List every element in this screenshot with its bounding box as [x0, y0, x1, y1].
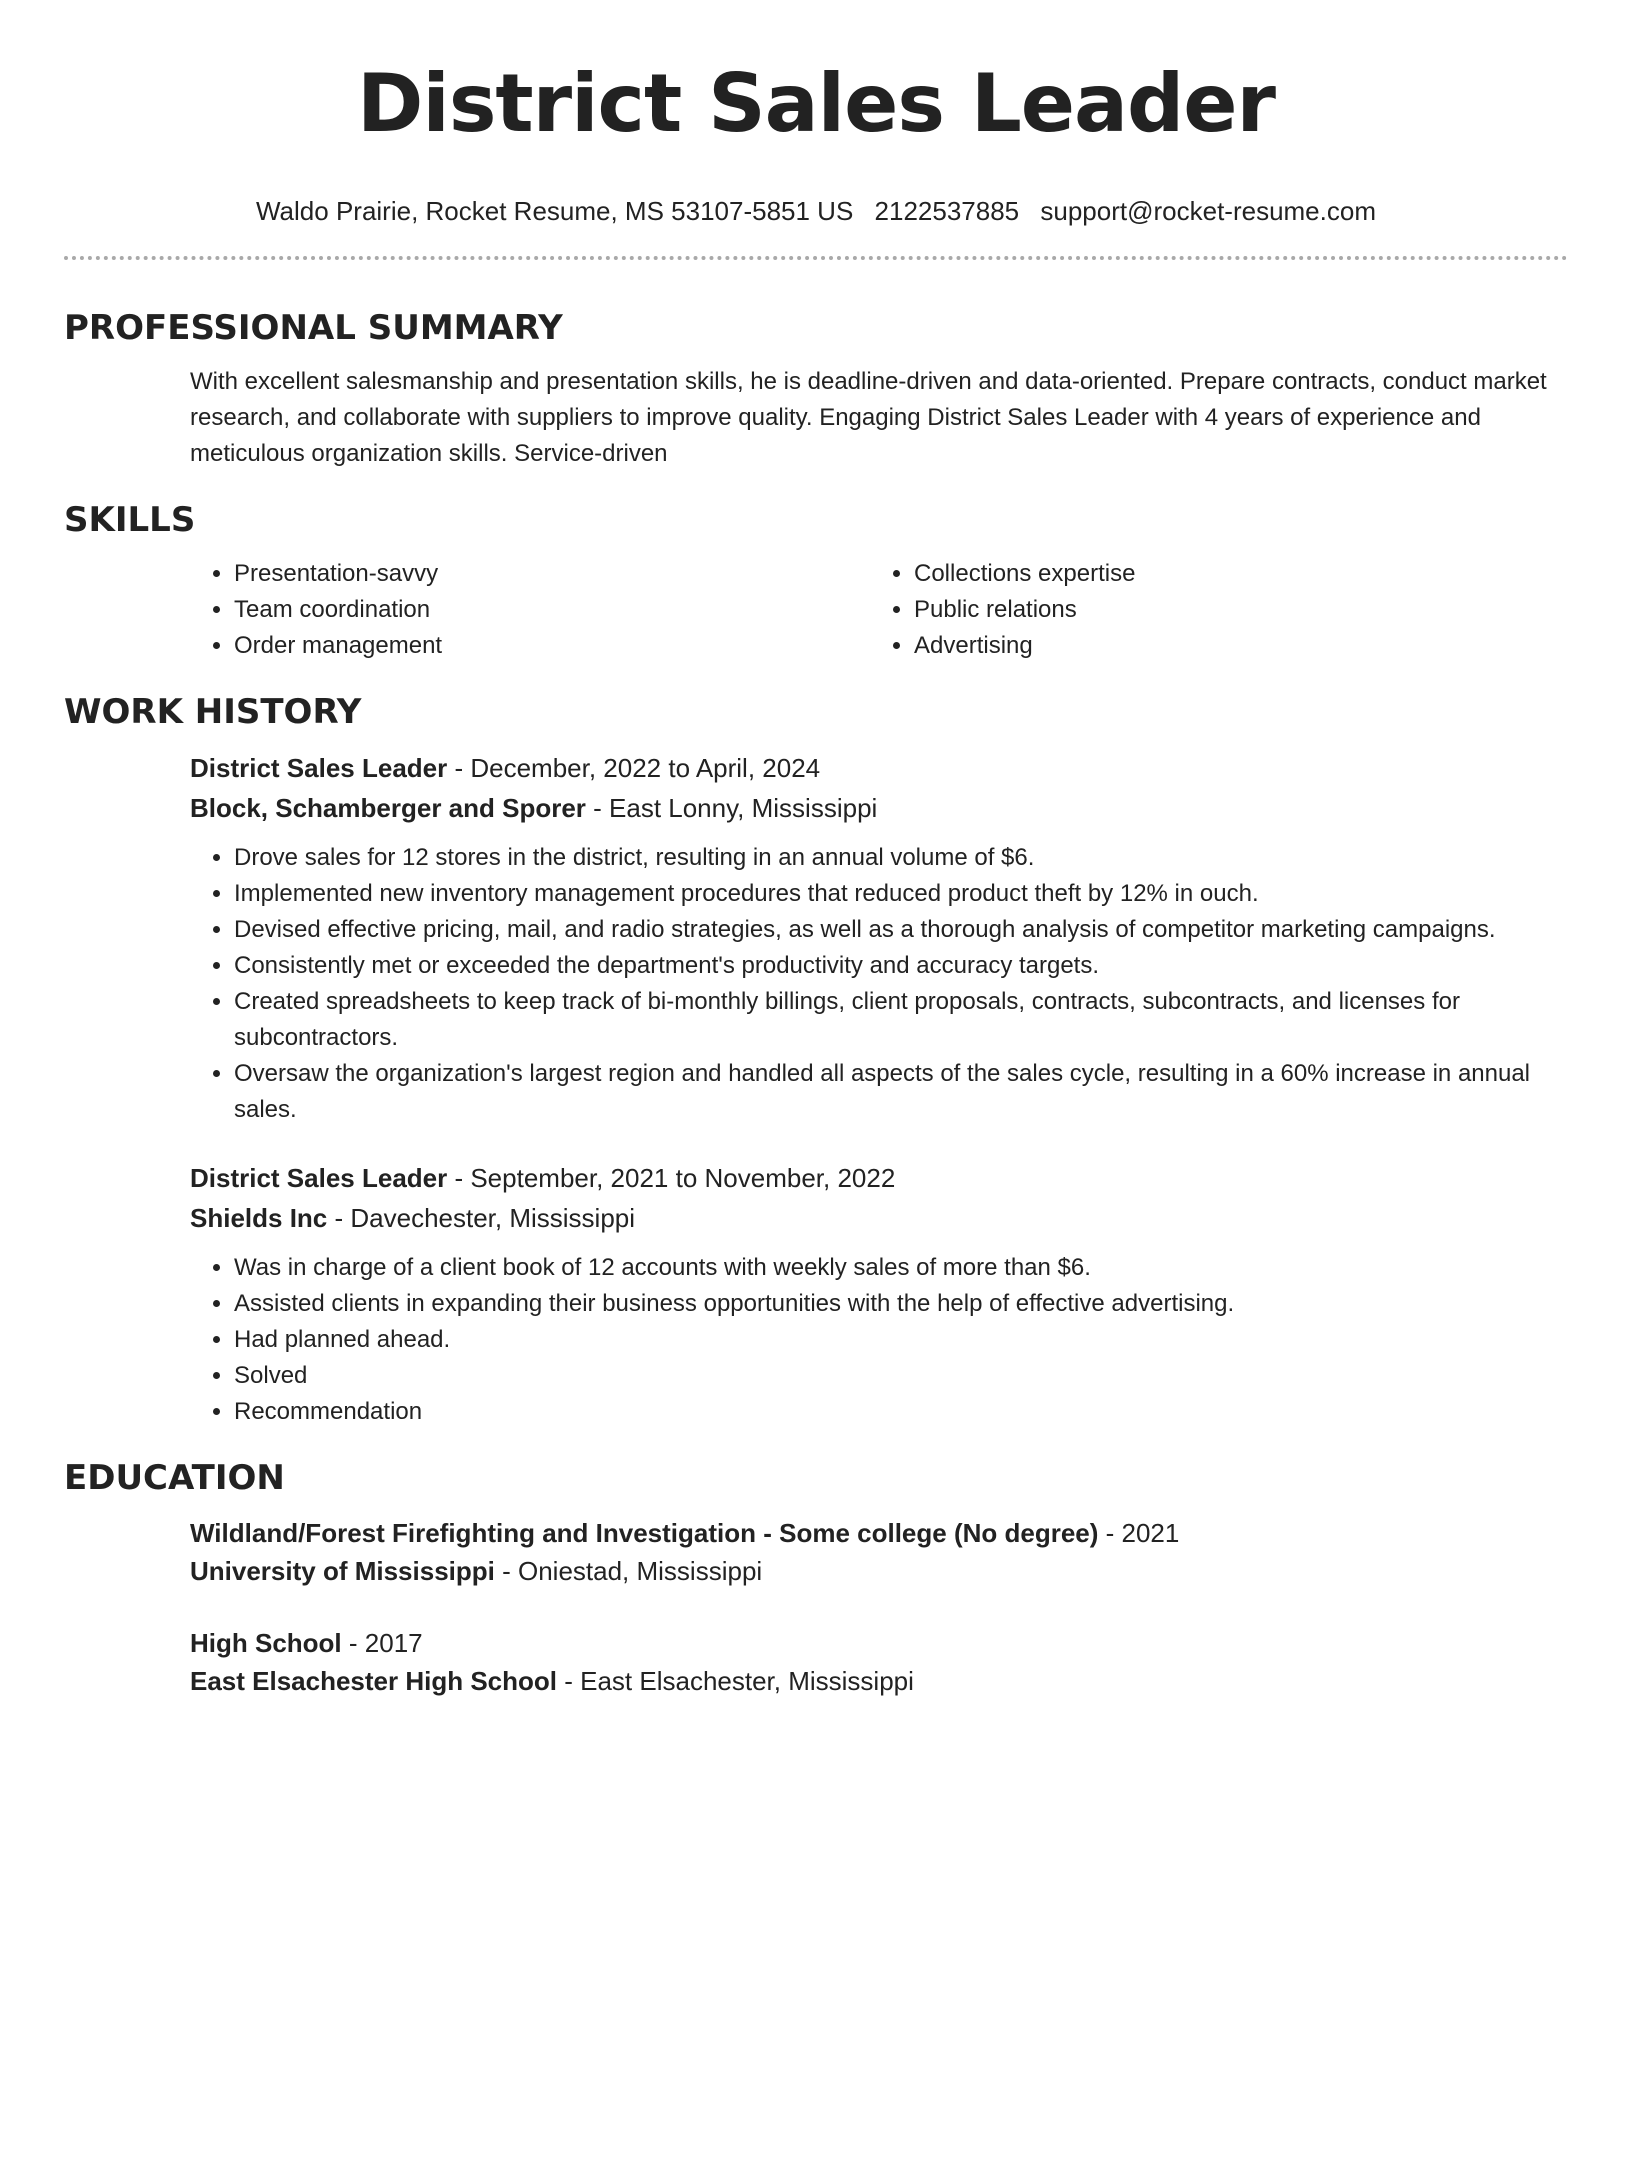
resume-name: District Sales Leader: [356, 57, 1276, 150]
contact-phone: 2122537885: [874, 196, 1020, 226]
education-entry: [64, 1514, 1568, 1590]
education-school: University of Mississippi: [190, 1556, 495, 1586]
job-bullet: • Was in charge of a client book of 12 accounts with weekly sales of more than $6.: [234, 1250, 1568, 1286]
work-section: [64, 690, 1568, 1430]
education-degree: High School: [190, 1628, 342, 1658]
resume-page: [0, 56, 1632, 2168]
job-bullets: [190, 840, 1568, 1128]
education-school-line: [190, 1662, 1568, 1700]
skill-item: • Presentation-savvy: [234, 556, 870, 592]
job-bullet: • Recommendation: [234, 1394, 1568, 1430]
job-dates: - September, 2021 to November, 2022: [447, 1163, 896, 1193]
header-divider: [64, 256, 1568, 260]
job-bullet: • Oversaw the organization's largest region and handled all aspects of the sales cycle, resulting in a 60% increase in annual sales.: [234, 1056, 1568, 1128]
contact-line: [64, 194, 1568, 228]
job-bullets: [190, 1250, 1568, 1430]
job-bullet: • Created spreadsheets to keep track of bi-monthly billings, client proposals, contracts, subcontracts, and licenses for subcontractors.: [234, 984, 1568, 1056]
job-title-line: [190, 1158, 1568, 1198]
job-bullet: • Solved: [234, 1358, 1568, 1394]
skills-title: SKILLS: [64, 500, 196, 540]
education-year: - 2017: [341, 1628, 423, 1658]
education-school: East Elsachester High School: [190, 1666, 558, 1696]
skills-section: [64, 498, 1568, 664]
job-bullet: • Drove sales for 12 stores in the district, resulting in an annual volume of $6.: [234, 840, 1568, 876]
skill-item: • Order management: [234, 628, 870, 664]
job-bullet: • Assisted clients in expanding their business opportunities with the help of effective advertising.: [234, 1286, 1568, 1322]
job-company-line: [190, 1198, 1568, 1238]
job-location: - East Lonny, Mississippi: [585, 793, 878, 823]
job-location: - Davechester, Mississippi: [327, 1203, 636, 1233]
skills-list-right: [870, 556, 1550, 664]
skill-item: • Team coordination: [234, 592, 870, 628]
contact-email: support@rocket-resume.com: [1040, 196, 1376, 226]
job-company-line: [190, 788, 1568, 828]
education-degree-line: [190, 1514, 1568, 1552]
job-entry: [64, 748, 1568, 1128]
education-title: EDUCATION: [64, 1458, 285, 1498]
education-degree: Wildland/Forest Firefighting and Investigation - Some college (No degree): [190, 1518, 1099, 1548]
job-bullet: • Devised effective pricing, mail, and radio strategies, as well as a thorough analysis of competitor marketing campaigns.: [234, 912, 1568, 948]
job-bullet: • Had planned ahead.: [234, 1322, 1568, 1358]
education-section: [64, 1456, 1568, 1700]
job-entry: [64, 1158, 1568, 1430]
summary-title: PROFESSIONAL SUMMARY: [64, 308, 563, 348]
education-entry: [64, 1624, 1568, 1700]
job-dates: - December, 2022 to April, 2024: [447, 753, 821, 783]
education-location: - Oniestad, Mississippi: [494, 1556, 763, 1586]
contact-address: Waldo Prairie, Rocket Resume, MS 53107-5851 US: [255, 196, 854, 226]
skills-list-left: [190, 556, 870, 664]
skill-item: • Public relations: [914, 592, 1550, 628]
work-title: WORK HISTORY: [64, 692, 362, 732]
job-bullet: • Implemented new inventory management procedures that reduced product theft by 12% in ouch.: [234, 876, 1568, 912]
job-bullet: • Consistently met or exceeded the department's productivity and accuracy targets.: [234, 948, 1568, 984]
education-year: - 2021: [1098, 1518, 1180, 1548]
job-title-line: [190, 748, 1568, 788]
summary-section: [64, 306, 1568, 472]
education-location: - East Elsachester, Mississippi: [557, 1666, 914, 1696]
education-school-line: [190, 1552, 1568, 1590]
job-position: District Sales Leader: [190, 753, 448, 783]
skill-item: • Collections expertise: [914, 556, 1550, 592]
education-degree-line: [190, 1624, 1568, 1662]
job-company: Shields Inc: [190, 1203, 328, 1233]
skill-item: • Advertising: [914, 628, 1550, 664]
summary-text: With excellent salesmanship and presentation skills, he is deadline-driven and data-oriented. Prepare contracts, conduct market research, and collaborate with suppliers to improve quality. Engaging District Sales Leader with 4 years of experience and meticulous organization skills. Service-driven: [190, 368, 1547, 467]
job-position: District Sales Leader: [190, 1163, 448, 1193]
job-company: Block, Schamberger and Sporer: [190, 793, 586, 823]
